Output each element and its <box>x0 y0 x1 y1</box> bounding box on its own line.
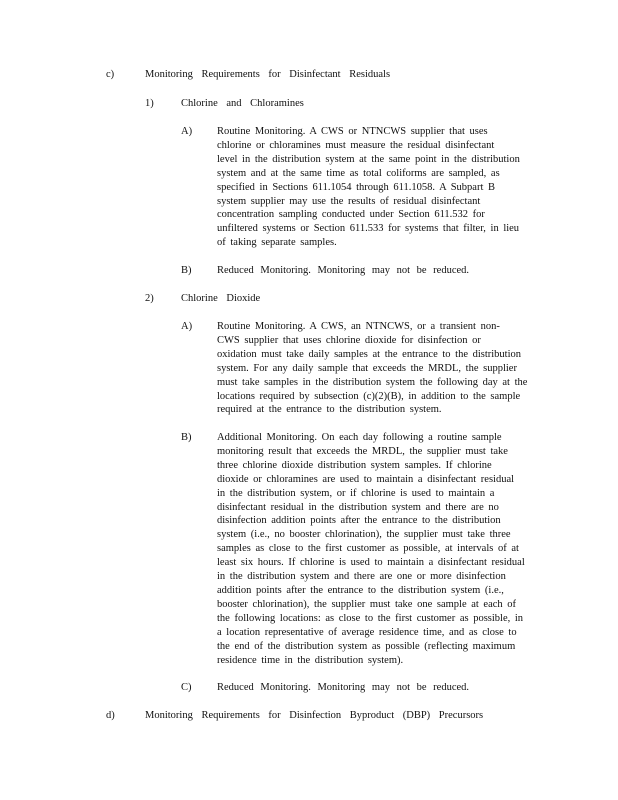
paragraph-line: Additional Monitoring. On each day following a routine sample <box>217 432 502 443</box>
paragraph-line: booster chlorination), the supplier must take one sample at each of <box>217 598 517 610</box>
paragraph-line: in the distribution system and there are one or more disinfection <box>217 571 506 583</box>
paragraph-line: specified in Sections 611.1054 through 611.1058. A Subpart B <box>217 181 495 193</box>
paragraph-line: samples as close to the first customer as possible, at intervals of at <box>217 543 519 555</box>
section-c2b-label: B) <box>181 432 192 443</box>
section-d-title: Monitoring Requirements for Disinfection Byproduct (DBP) Precursors <box>145 710 484 721</box>
section-c2-label: 2) <box>145 293 154 304</box>
paragraph-line: residence time in the distribution system). <box>217 654 404 666</box>
section-c1a-label: A) <box>181 126 193 137</box>
paragraph-line: unfiltered systems or Section 611.533 for systems that filter, in lieu <box>217 223 520 235</box>
paragraph-line: the end of the distribution system as possible (reflecting maximum <box>217 640 516 652</box>
paragraph-line: of taking separate samples. <box>217 237 337 249</box>
section-c2a-label: A) <box>181 321 193 332</box>
paragraph-line: must take samples in the distribution system the following day at the <box>217 376 528 388</box>
paragraph-line: chlorine or chloramines must measure the residual disinfectant <box>217 139 495 151</box>
paragraph-line: locations required by subsection (c)(2)(B), in addition to the sample <box>217 390 521 402</box>
paragraph-line: three chlorine dioxide distribution system samples. If chlorine <box>217 459 492 471</box>
paragraph-line: in the distribution system, or if chlorine is used to maintain a <box>217 487 495 499</box>
paragraph-line: a location representative of average residence time, and as close to <box>217 626 517 638</box>
paragraph-line: monitoring result that exceeds the MRDL, the supplier must take <box>217 445 508 457</box>
section-c1b-text: Reduced Monitoring. Monitoring may not be reduced. <box>217 265 470 276</box>
paragraph-line: system supplier may use the results of residual disinfectant <box>217 195 481 207</box>
section-c2c-label: C) <box>181 682 192 693</box>
paragraph-line: CWS supplier that uses chlorine dioxide for disinfection or <box>217 334 481 346</box>
paragraph-line: least six hours. If chlorine is used to maintain a disinfectant residual <box>217 557 525 569</box>
paragraph-line: disinfection addition points after the entrance to the distribution <box>217 515 501 527</box>
section-c-label: c) <box>106 69 115 80</box>
section-c2c-text: Reduced Monitoring. Monitoring may not be reduced. <box>217 682 470 693</box>
paragraph-line: concentration sampling conducted under Section 611.532 for <box>217 209 485 221</box>
paragraph-line: system and at the same time as total coliforms are sampled, as <box>217 167 500 179</box>
paragraph-line: required at the entrance to the distribution system. <box>217 404 442 416</box>
paragraph-line: level in the distribution system at the same point in the distribution <box>217 153 520 165</box>
paragraph-line: dioxide or chloramines are used to maintain a disinfectant residual <box>217 473 515 485</box>
paragraph-line: disinfectant residual in the distribution system and there are no <box>217 501 499 513</box>
section-c-title: Monitoring Requirements for Disinfectant Residuals <box>145 69 391 80</box>
section-c1b-label: B) <box>181 265 192 276</box>
section-c1-title: Chlorine and Chloramines <box>181 98 304 109</box>
paragraph-line: Routine Monitoring. A CWS, an NTNCWS, or a transient non- <box>217 321 500 332</box>
paragraph-line: system. For any daily sample that exceeds the MRDL, the supplier <box>217 362 517 374</box>
section-c1a-paragraph <box>217 125 539 250</box>
section-c2-title: Chlorine Dioxide <box>181 293 261 304</box>
section-c1-label: 1) <box>145 98 154 109</box>
paragraph-line: addition points after the entrance to the distribution system (i.e., <box>217 584 504 596</box>
paragraph-line: Routine Monitoring. A CWS or NTNCWS supplier that uses <box>217 126 488 137</box>
section-c2a-paragraph <box>217 320 541 417</box>
paragraph-line: system (i.e., no booster chlorination), the supplier must take three <box>217 529 511 541</box>
paragraph-line: the following locations: as close to the first customer as possible, in <box>217 612 524 624</box>
section-c2b-paragraph <box>217 431 539 667</box>
section-d-label: d) <box>106 710 115 721</box>
paragraph-line: oxidation must take daily samples at the entrance to the distribution <box>217 348 522 360</box>
